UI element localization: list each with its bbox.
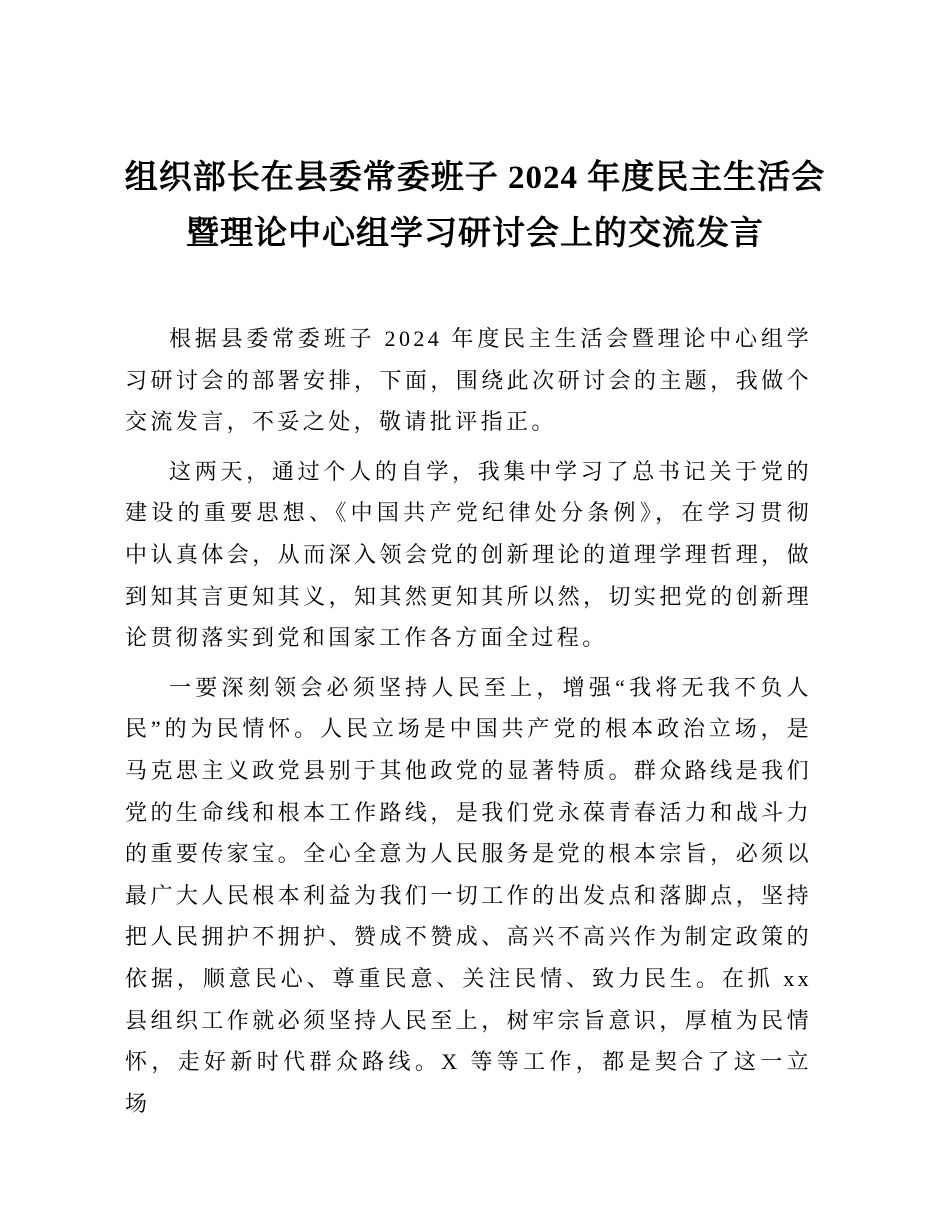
- paragraph-study: 这两天，通过个人的自学，我集中学习了总书记关于党的建设的重要思想、《中国共产党纪律处分条例》，在学习贯彻中认真体会，从而深入领会党的创新理论的道理学理哲理，做到知其言更知其义，知其然更知其所以然，切实把党的创新理论贯彻落实到党和国家工作各方面全过程。: [125, 458, 812, 651]
- paragraph-point-one: 一要深刻领会必须坚持人民至上，增强“我将无我不负人民”的为民情怀。人民立场是中国共产党的根本政治立场，是马克思主义政党县别于其他政党的显著特质。群众路线是我们党的生命线和根本工作路线，是我们党永葆青春活力和战斗力的重要传家宝。全心全意为人民服务是党的根本宗旨，必须以最广大人民根本利益为我们一切工作的出发点和落脚点，坚持把人民拥护不拥护、赞成不赞成、高兴不高兴作为制定政策的依据，顺意民心、尊重民意、关注民情、致力民生。在抓 xx 县组织工作就必须坚持人民至上，树牢宗旨意识，厚植为民情怀，走好新时代群众路线。X 等等工作，都是契合了这一立场: [125, 674, 812, 1116]
- title-line-2: 暨理论中心组学习研讨会上的交流发言: [186, 216, 764, 252]
- document-body: [125, 318, 812, 1124]
- paragraph-intro: 根据县委常委班子 2024 年度民主生活会暨理论中心组学习研讨会的部署安排，下面，围绕此次研讨会的主题，我做个交流发言，不妥之处，敬请批评指正。: [125, 326, 812, 435]
- title-line-1: 组织部长在县委常委班子 2024 年度民主生活会: [124, 160, 826, 196]
- document-title: [0, 150, 950, 262]
